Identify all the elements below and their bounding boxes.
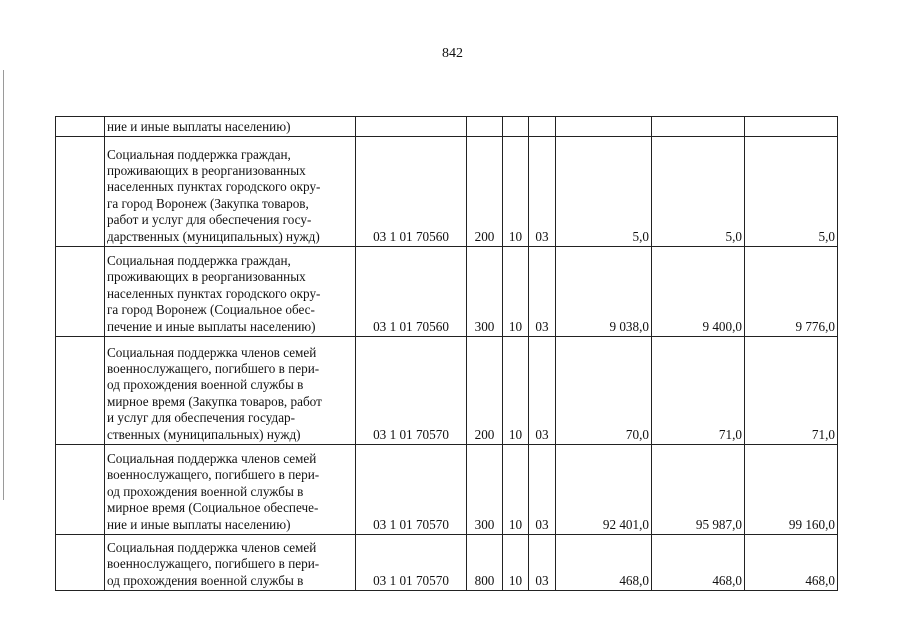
table-row: [56, 535, 838, 591]
row-sum2-cell: 5,0: [652, 137, 745, 247]
scan-edge-line: [3, 70, 4, 500]
row-sum1-cell: 468,0: [556, 535, 652, 591]
row-name-cell: [105, 445, 356, 535]
name-line: од прохождения военной службы в: [107, 483, 304, 499]
name-line: од прохождения военной службы в: [107, 572, 304, 588]
row-blank-cell: [56, 535, 105, 591]
table-row: [56, 137, 838, 247]
row-pr-cell: 03: [529, 445, 556, 535]
row-sum3-cell: 71,0: [745, 337, 838, 445]
budget-table: [55, 116, 838, 591]
row-sum1-cell: 5,0: [556, 137, 652, 247]
name-line: ние и иные выплаты населению): [107, 118, 291, 134]
row-blank-cell: [56, 117, 105, 137]
row-sum2-cell: 468,0: [652, 535, 745, 591]
row-rz-cell: 10: [503, 247, 529, 337]
name-line: ние и иные выплаты населению): [107, 516, 291, 532]
row-sum1-cell: [556, 117, 652, 137]
name-line: од прохождения военной службы в: [107, 377, 304, 393]
name-line: и услуг для обеспечения государ-: [107, 410, 296, 426]
name-line: ственных (муниципальных) нужд): [107, 426, 301, 442]
name-line: Социальная поддержка граждан,: [107, 252, 291, 268]
row-csr-cell: 03 1 01 70560: [356, 247, 467, 337]
row-csr-cell: [356, 117, 467, 137]
name-line: мирное время (Закупка товаров, работ: [107, 393, 322, 409]
row-blank-cell: [56, 247, 105, 337]
row-rz-cell: 10: [503, 445, 529, 535]
table-body: [56, 117, 838, 591]
name-line: мирное время (Социальное обеспече-: [107, 500, 319, 516]
name-line: населенных пунктах городского окру-: [107, 179, 321, 195]
row-sum2-cell: 95 987,0: [652, 445, 745, 535]
row-sum1-cell: 92 401,0: [556, 445, 652, 535]
name-line: га город Воронеж (Закупка товаров,: [107, 195, 309, 211]
name-line: дарственных (муниципальных) нужд): [107, 228, 320, 244]
name-line: проживающих в реорганизованных: [107, 269, 306, 285]
row-blank-cell: [56, 445, 105, 535]
row-vr-cell: 200: [467, 137, 503, 247]
row-sum3-cell: 5,0: [745, 137, 838, 247]
row-sum2-cell: [652, 117, 745, 137]
name-line: га город Воронеж (Социальное обес-: [107, 302, 315, 318]
name-line: проживающих в реорганизованных: [107, 162, 306, 178]
row-name-cell: [105, 535, 356, 591]
row-rz-cell: [503, 117, 529, 137]
row-csr-cell: 03 1 01 70560: [356, 137, 467, 247]
row-blank-cell: [56, 137, 105, 247]
row-name-cell: [105, 337, 356, 445]
name-line: военнослужащего, погибшего в пери-: [107, 467, 320, 483]
row-pr-cell: [529, 117, 556, 137]
name-line: населенных пунктах городского окру-: [107, 285, 321, 301]
name-line: Социальная поддержка членов семей: [107, 539, 317, 555]
row-csr-cell: 03 1 01 70570: [356, 445, 467, 535]
row-name-cell: [105, 137, 356, 247]
row-sum3-cell: 9 776,0: [745, 247, 838, 337]
table-row: [56, 445, 838, 535]
row-pr-cell: 03: [529, 137, 556, 247]
row-vr-cell: 300: [467, 247, 503, 337]
name-line: Социальная поддержка граждан,: [107, 146, 291, 162]
row-blank-cell: [56, 337, 105, 445]
name-line: печение и иные выплаты населению): [107, 318, 316, 334]
name-line: Социальная поддержка членов семей: [107, 450, 317, 466]
row-pr-cell: 03: [529, 247, 556, 337]
row-sum2-cell: 71,0: [652, 337, 745, 445]
table-row: [56, 247, 838, 337]
row-sum3-cell: 468,0: [745, 535, 838, 591]
row-csr-cell: 03 1 01 70570: [356, 337, 467, 445]
name-line: работ и услуг для обеспечения госу-: [107, 212, 312, 228]
row-sum3-cell: 99 160,0: [745, 445, 838, 535]
row-rz-cell: 10: [503, 137, 529, 247]
row-vr-cell: [467, 117, 503, 137]
row-vr-cell: 200: [467, 337, 503, 445]
row-vr-cell: 300: [467, 445, 503, 535]
row-sum3-cell: [745, 117, 838, 137]
row-rz-cell: 10: [503, 535, 529, 591]
row-rz-cell: 10: [503, 337, 529, 445]
row-sum1-cell: 70,0: [556, 337, 652, 445]
name-line: военнослужащего, погибшего в пери-: [107, 556, 320, 572]
row-name-cell: [105, 247, 356, 337]
name-line: Социальная поддержка членов семей: [107, 344, 317, 360]
page-number: 842: [442, 46, 463, 61]
row-pr-cell: 03: [529, 535, 556, 591]
row-vr-cell: 800: [467, 535, 503, 591]
table-row: [56, 337, 838, 445]
row-sum1-cell: 9 038,0: [556, 247, 652, 337]
table-row: [56, 117, 838, 137]
row-sum2-cell: 9 400,0: [652, 247, 745, 337]
name-line: военнослужащего, погибшего в пери-: [107, 360, 320, 376]
row-name-cell: [105, 117, 356, 137]
row-csr-cell: 03 1 01 70570: [356, 535, 467, 591]
row-pr-cell: 03: [529, 337, 556, 445]
